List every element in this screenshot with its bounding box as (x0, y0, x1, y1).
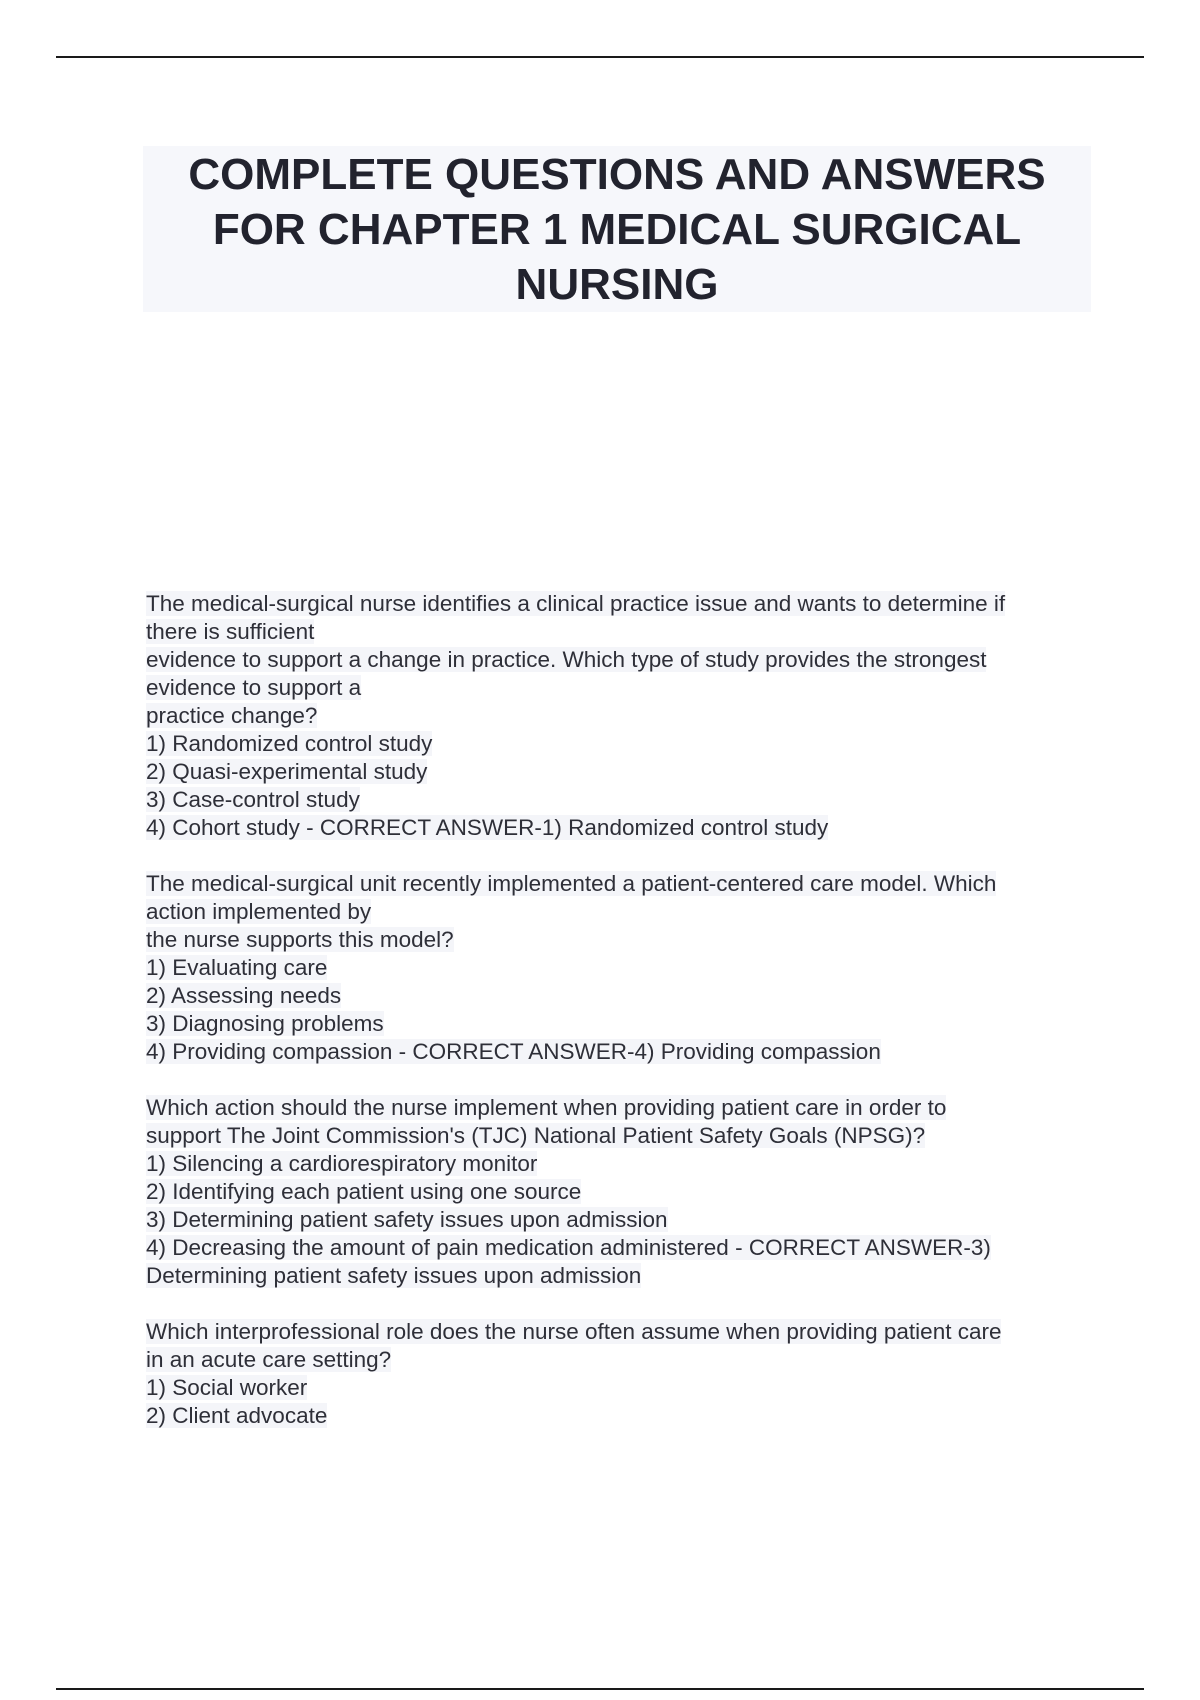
option-line: 2) Assessing needs (146, 983, 342, 1008)
answer-line: 4) Providing compassion - CORRECT ANSWER-4) Providing compassion (146, 1039, 881, 1064)
option-line: 1) Evaluating care (146, 955, 328, 980)
qa-list (146, 590, 1106, 1458)
question-line: the nurse supports this model? (146, 927, 454, 952)
question-line: there is sufficient (146, 619, 315, 644)
bottom-rule (56, 1688, 1144, 1690)
question-line: evidence to support a (146, 675, 362, 700)
option-line: 3) Case-control study (146, 787, 360, 812)
answer-line: Determining patient safety issues upon admission (146, 1263, 642, 1288)
title-line: NURSING (515, 259, 719, 309)
answer-line: 4) Cohort study - CORRECT ANSWER-1) Randomized control study (146, 815, 829, 840)
title-line: FOR CHAPTER 1 MEDICAL SURGICAL (212, 204, 1022, 254)
question-line: action implemented by (146, 899, 372, 924)
question-line: evidence to support a change in practice. Which type of study provides the strongest (146, 647, 987, 672)
question-line: Which action should the nurse implement when providing patient care in order to (146, 1095, 947, 1120)
question-block-4 (146, 1318, 1106, 1430)
question-line: in an acute care setting? (146, 1347, 392, 1372)
option-line: 2) Client advocate (146, 1403, 328, 1428)
answer-line: 4) Decreasing the amount of pain medication administered - CORRECT ANSWER-3) (146, 1235, 991, 1260)
option-line: 2) Quasi-experimental study (146, 759, 428, 784)
option-line: 3) Determining patient safety issues upon admission (146, 1207, 668, 1232)
question-line: The medical-surgical unit recently implemented a patient-centered care model. Which (146, 871, 997, 896)
option-line: 3) Diagnosing problems (146, 1011, 384, 1036)
question-block-2 (146, 870, 1106, 1066)
question-line: support The Joint Commission's (TJC) National Patient Safety Goals (NPSG)? (146, 1123, 926, 1148)
option-line: 1) Social worker (146, 1375, 308, 1400)
option-line: 2) Identifying each patient using one source (146, 1179, 582, 1204)
option-line: 1) Randomized control study (146, 731, 433, 756)
question-line: The medical-surgical nurse identifies a clinical practice issue and wants to determine if (146, 591, 1006, 616)
top-rule (56, 56, 1144, 58)
question-line: Which interprofessional role does the nurse often assume when providing patient care (146, 1319, 1002, 1344)
question-line: practice change? (146, 703, 318, 728)
title-line: COMPLETE QUESTIONS AND ANSWERS (188, 149, 1046, 199)
question-block-3 (146, 1094, 1106, 1290)
option-line: 1) Silencing a cardiorespiratory monitor (146, 1151, 538, 1176)
question-block-1 (146, 590, 1106, 842)
document-title (143, 146, 1091, 312)
